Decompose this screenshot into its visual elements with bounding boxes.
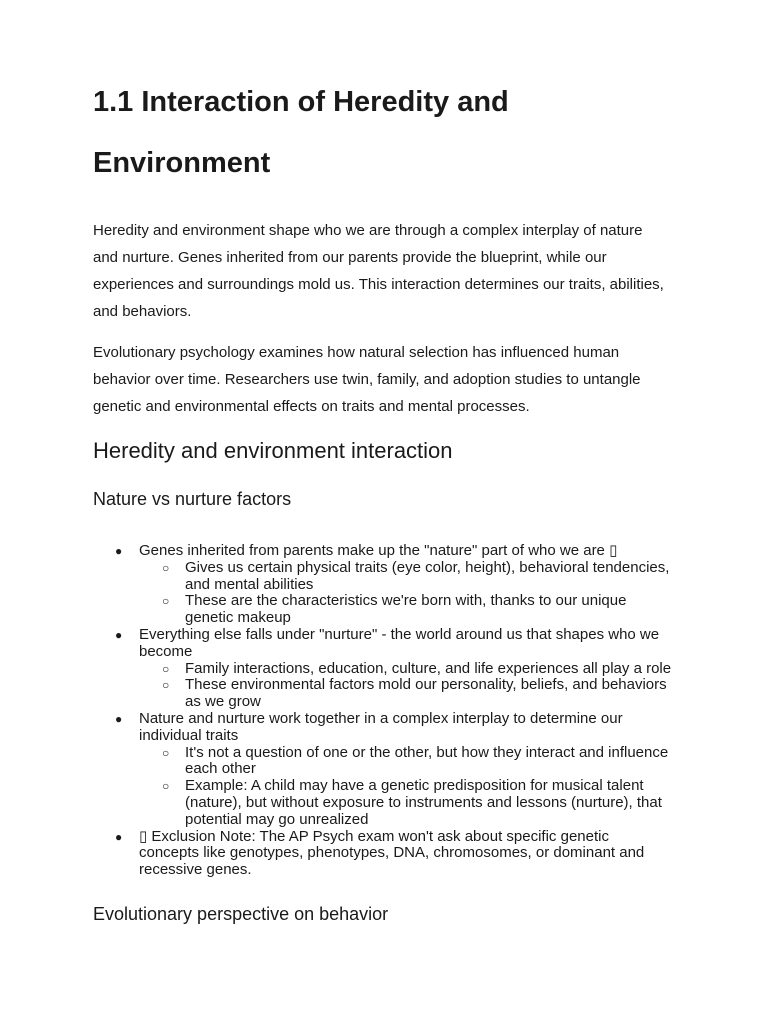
page-title: 1.1 Interaction of Heredity and Environment xyxy=(93,86,509,179)
evolutionary-paragraph: Evolutionary psychology examines how natural selection has influenced human behavior over time. Researchers use twin, family, and adoption studies to untangle genetic and environmental effects on traits and mental processes. xyxy=(93,344,641,415)
list-item xyxy=(93,711,673,829)
bullet-circle-icon: ○ xyxy=(162,594,170,609)
sub-list xyxy=(139,661,673,711)
sub-list-item xyxy=(139,593,673,627)
sub-list-item xyxy=(139,560,673,594)
bullet-list xyxy=(93,543,673,879)
list-item xyxy=(93,627,673,711)
list-item-text: ▯ Exclusion Note: The AP Psych exam won't ask about specific genetic concepts like genotypes, phenotypes, DNA, chromosomes, or dominant and recessive genes. xyxy=(139,827,645,879)
bullet-dot-icon: ● xyxy=(115,544,123,558)
sub-list xyxy=(139,745,673,829)
sub-list-item xyxy=(139,677,673,711)
bullet-dot-icon: ● xyxy=(115,711,123,726)
sub-list-item xyxy=(139,778,673,828)
list-item xyxy=(93,829,673,879)
sub-list-item-text: These are the characteristics we're born with, thanks to our unique genetic makeup xyxy=(185,592,627,627)
sub-list-item-text: Example: A child may have a genetic predisposition for musical talent (nature), but without exposure to instruments and lessons (nurture), that potential may go unrealized xyxy=(185,777,662,828)
list-item-text: Everything else falls under "nurture" - the world around us that shapes who we become xyxy=(139,625,660,660)
section-heading: Heredity and environment interaction xyxy=(93,438,453,463)
sub-list-item-text: Family interactions, education, culture, and life experiences all play a role xyxy=(185,659,672,677)
sub-list-item-text: It's not a question of one or the other, but how they interact and influence each other xyxy=(185,743,669,778)
sub-list xyxy=(139,560,673,627)
list-item-text: Genes inherited from parents make up the "nature" part of who we are ▯ xyxy=(139,542,618,559)
bullet-dot-icon: ● xyxy=(115,627,123,642)
bullet-circle-icon: ○ xyxy=(162,779,170,794)
sub-list-item-text: These environmental factors mold our personality, beliefs, and behaviors as we grow xyxy=(185,676,667,711)
bullet-circle-icon: ○ xyxy=(162,560,170,575)
sub-list-item xyxy=(139,745,673,779)
bullet-circle-icon: ○ xyxy=(162,661,170,676)
bullet-circle-icon: ○ xyxy=(162,745,170,760)
sub-list-item-text: Gives us certain physical traits (eye color, height), behavioral tendencies, and mental abilities xyxy=(185,558,670,593)
list-item xyxy=(93,543,673,627)
bullet-dot-icon: ● xyxy=(115,829,123,844)
bullet-circle-icon: ○ xyxy=(162,678,170,693)
list-item-text: Nature and nurture work together in a complex interplay to determine our individual traits xyxy=(139,709,623,744)
subheading-evolutionary: Evolutionary perspective on behavior xyxy=(93,904,389,924)
intro-paragraph: Heredity and environment shape who we are through a complex interplay of nature and nurture. Genes inherited from our parents provide the blueprint, while our experiences and surroundings mold us. This interaction determines our traits, abilities, and behaviors. xyxy=(93,222,664,320)
subheading-nature-nurture: Nature vs nurture factors xyxy=(93,489,292,509)
sub-list-item xyxy=(139,661,673,678)
